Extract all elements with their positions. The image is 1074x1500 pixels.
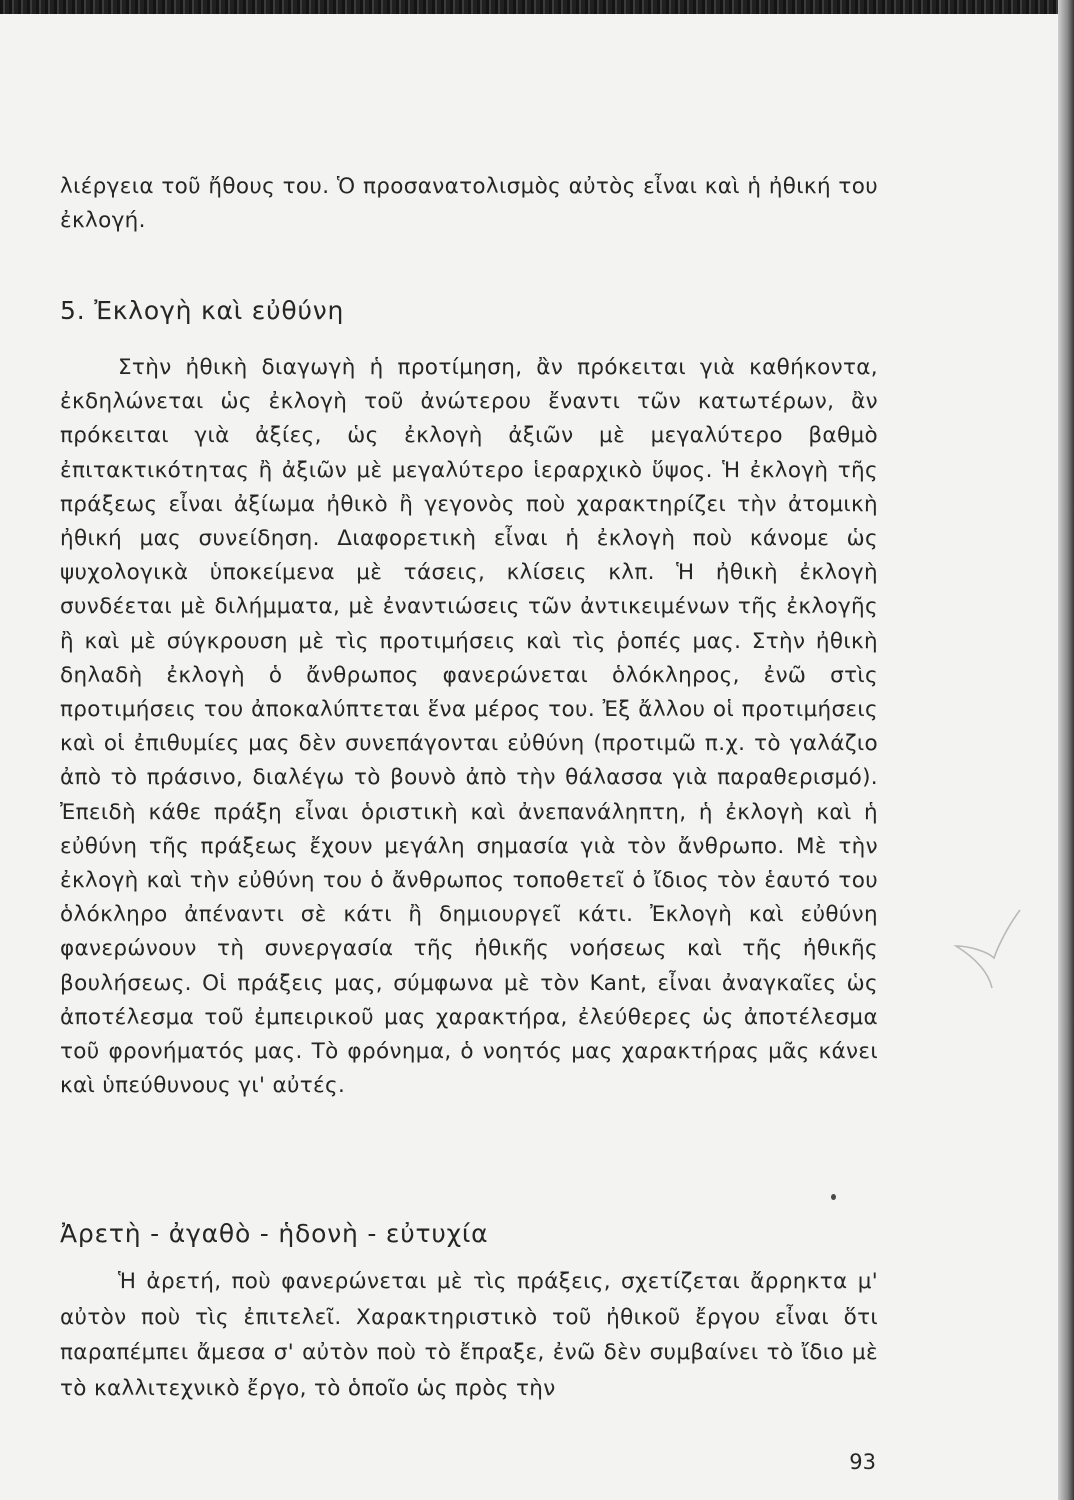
ink-speck <box>831 1194 836 1200</box>
page-number: 93 <box>849 1450 876 1474</box>
section-heading-virtue-good-pleasure-happiness: Ἀρετὴ - ἀγαθὸ - ἡδονὴ - εὐτυχία <box>60 1219 489 1248</box>
paragraph-continuation: λιέργεια τοῦ ἤθους του. Ὁ προσανατολισμὸς αὐτὸς εἶναι καὶ ἡ ἠθική του ἐκλογή. <box>60 174 878 234</box>
page-edge-shadow <box>1058 0 1074 1500</box>
section-heading-choice-responsibility: 5. Ἐκλογὴ καὶ εὐθύνη <box>60 296 345 325</box>
paragraph-virtue: Ἡ ἀρετή, ποὺ φανερώνεται μὲ τὶς πράξεις, σχετίζεται ἄρρηκτα μ' αὐτὸν ποὺ τὶς ἐπιτελεῖ. Χαρακτηριστικὸ τοῦ ἠθικοῦ ἔργου εἶναι ὅτι παραπέμπει ἄμεσα σ' αὐτὸν ποὺ τὸ ἔπραξε, ἐνῶ δὲν συμβαίνει τὸ ἴδιο μὲ τὸ καλλιτεχνικὸ ἔργο, τὸ ὁποῖο ὡς πρὸς τὴν <box>60 1269 878 1401</box>
pencil-mark-icon <box>948 906 1028 996</box>
paragraph-choice-responsibility: Στὴν ἠθικὴ διαγωγὴ ἡ προτίμηση, ἂν πρόκειται γιὰ καθήκοντα, ἐκδηλώνεται ὡς ἐκλογὴ τοῦ ἀνώτερου ἔναντι τῶν κατωτέρων, ἂν πρόκειται γιὰ ἀξίες, ὡς ἐκλογὴ ἀξιῶν μὲ μεγαλύτερο βαθμὸ ἐπιτακτικότητας ἢ ἀξιῶν μὲ μεγαλύτερο ἱεραρχικὸ ὕψος. Ἡ ἐκλογὴ τῆς πράξεως εἶναι ἀξίωμα ἠθικὸ ἢ γεγονὸς ποὺ χαρακτηρίζει τὴν ἀτομικὴ ἠθική μας συνείδηση. Διαφορετικὴ εἶναι ἡ ἐκλογὴ ποὺ κάνομε ὡς ψυχολογικὰ ὑποκείμενα μὲ τάσεις, κλίσεις κλπ. Ἡ ἠθικὴ ἐκλογὴ συνδέεται μὲ διλήμματα, μὲ ἐναντιώσεις τῶν ἀντικειμένων τῆς ἐκλογῆς ἢ καὶ μὲ σύγκρουση μὲ τὶς προτιμήσεις καὶ τὶς ῥοπές μας. Στὴν ἠθικὴ δηλαδὴ ἐκλογὴ ὁ ἄνθρωπος φανερώνεται ὁλόκληρος, ἐνῶ στὶς προτιμήσεις του ἀποκαλύπτεται ἕνα μέρος του. Ἐξ ἄλλου οἱ προτιμήσεις καὶ οἱ ἐπιθυμίες μας δὲν συνεπάγονται εὐθύνη (προτιμῶ π.χ. τὸ γαλάζιο ἀπὸ τὸ πράσινο, διαλέγω τὸ βουνὸ ἀπὸ τὴν θάλασσα γιὰ παραθερισμό). Ἐπειδὴ κάθε πράξη εἶναι ὁριστικὴ καὶ ἀνεπανάληπτη, ἡ ἐκλογὴ καὶ ἡ εὐθύνη τῆς πράξεως ἔχουν μεγάλη σημασία γιὰ τὸν ἄνθρωπο. Μὲ τὴν ἐκλογὴ καὶ τὴν εὐθύνη του ὁ ἄνθρωπος τοποθετεῖ ὁ ἴδιος τὸν ἑαυτό του ὁλόκληρο ἀπέναντι σὲ κάτι ἢ δημιουργεῖ κάτι. Ἐκλογὴ καὶ εὐθύνη φανερώνουν τὴ συνεργασία τῆς ἠθικῆς νοήσεως καὶ τῆς ἠθικῆς βουλήσεως. Οἱ πράξεις μας, σύμφωνα μὲ τὸν Kant, εἶναι ἀναγκαῖες ὡς ἀποτέλεσμα τοῦ ἐμπειρικοῦ μας χαρακτήρα, ἐλεύθερες ὡς ἀποτέλεσμα τοῦ φρονήματός μας. Τὸ φρόνημα, ὁ νοητός μας χαρακτήρας μᾶς κάνει καὶ ὑπεύθυνους γι' αὐτές. <box>60 355 878 1099</box>
book-page <box>0 14 1060 1500</box>
